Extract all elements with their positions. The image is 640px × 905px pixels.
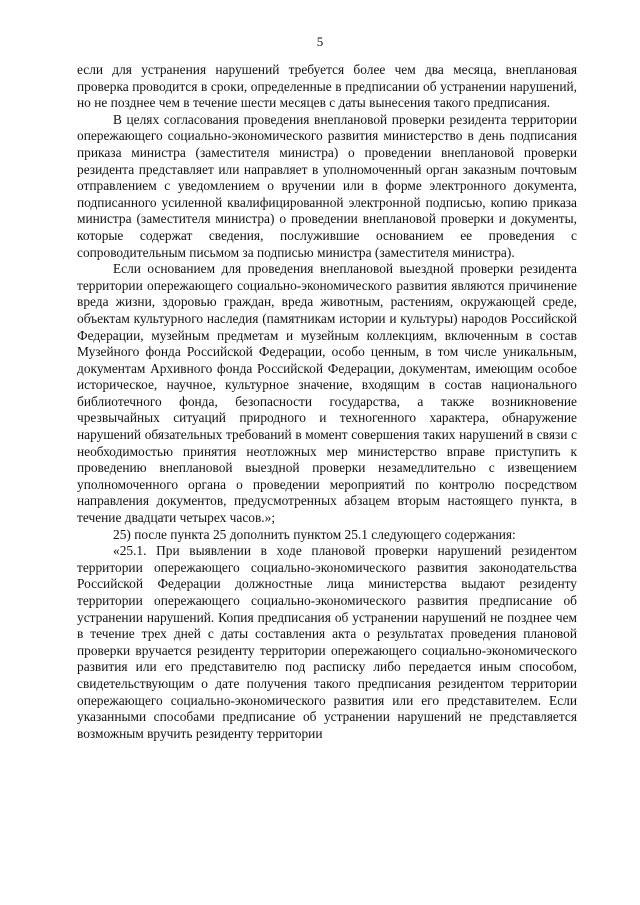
paragraph-clause-25-1: «25.1. При выявлении в ходе плановой проверки нарушений резидентом территории опережающего социально-экономического развития законодательства Российской Федерации должностные лица министерства выдают резиденту территории опережающего социально-экономического развития предписание об устранении нарушений. Копия предписания об устранении нарушений не позднее чем в течение трех дней с даты составления акта о результатах проведения плановой проверки вручается резиденту территории опережающего социально-экономического развития или его представителю под расписку либо передается иным способом, свидетельствующим о дате получения такого предписания резидентом территории опережающего социально-экономического развития или его представителем. Если указанными способами предписание об устранении нарушений не представляется возможным вручить резиденту территории [77,543,577,741]
document-body [77,62,577,742]
paragraph-urgent-inspection: Если основанием для проведения внеплановой выездной проверки резидента территории опережающего социально-экономического развития являются причинение вреда жизни, здоровью граждан, вреда животным, растениям, окружающей среде, объектам культурного наследия (памятникам истории и культуры) народов Российской Федерации, музейным предметам и музейным коллекциям, включенным в состав Музейного фонда Российской Федерации, особо ценным, в том числе уникальным, документам Архивного фонда Российской Федерации, документам, имеющим особое историческое, научное, культурное значение, входящим в состав национального библиотечного фонда, безопасности государства, а также возникновение чрезвычайных ситуаций природного и техногенного характера, обнаружение нарушений обязательных требований в момент совершения таких нарушений в связи с необходимостью принятия неотложных мер министерство вправе приступить к проведению внеплановой выездной проверки незамедлительно с извещением уполномоченного органа о проведении мероприятий по контролю посредством направления документов, предусмотренных абзацем вторым настоящего пункта, в течение двадцати четырех часов.»; [77,261,577,526]
paragraph-continuation: если для устранения нарушений требуется более чем два месяца, внеплановая проверка проводится в сроки, определенные в предписании об устранении нарушений, но не позднее чем в течение шести месяцев с даты вынесения такого предписания. [77,62,577,111]
paragraph-approval-procedure: В целях согласования проведения внеплановой проверки резидента территории опережающего социально-экономического развития министерство в день подписания приказа министра (заместителя министра) о проведении внеплановой проверки резидента представляет или направляет в уполномоченный орган заказным почтовым отправлением с уведомлением о вручении или в форме электронного документа, подписанного усиленной квалифицированной электронной подписью, копию приказа министра (заместителя министра) о проведении внеплановой проверки и документы, которые содержат сведения, послужившие основанием ее проведения с сопроводительным письмом за подписью министра (заместителя министра). [77,111,577,260]
paragraph-amendment-item-25: 25) после пункта 25 дополнить пунктом 25.1 следующего содержания: [113,526,516,542]
page-number: 5 [316,34,324,49]
